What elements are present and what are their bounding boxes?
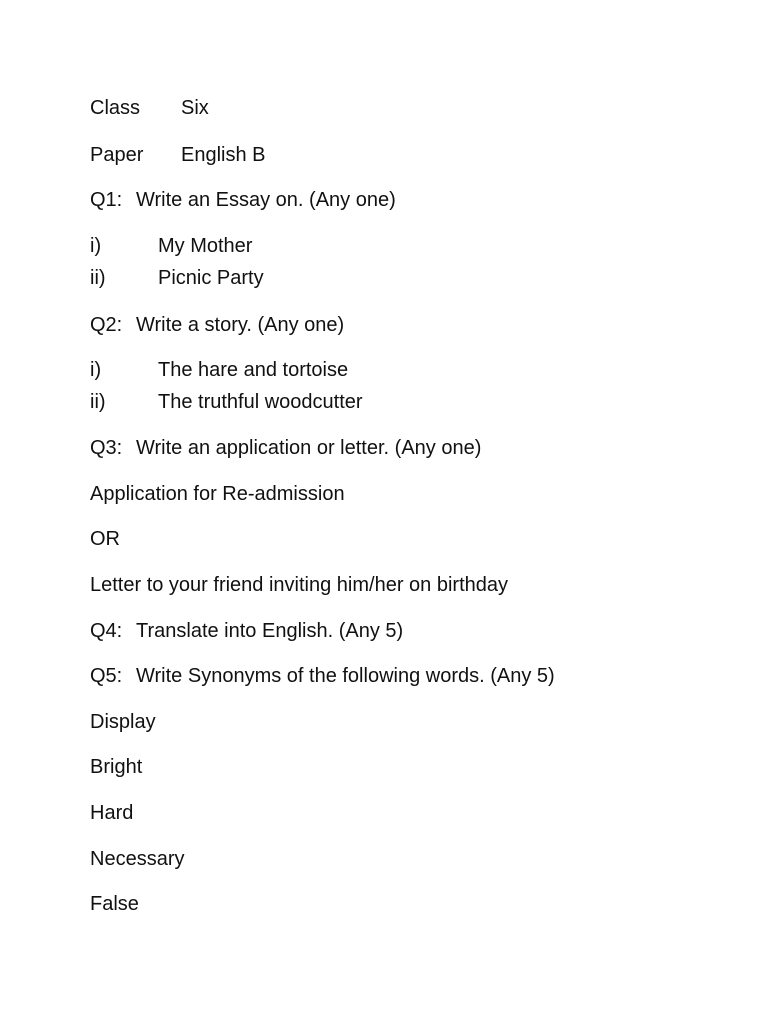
q2-option-1-roman: i) bbox=[90, 359, 102, 381]
q2-option-1-roman-box bbox=[90, 358, 130, 382]
q1-option-1: My Mother bbox=[158, 235, 253, 257]
synonym-word: Hard bbox=[90, 802, 134, 824]
synonym-word: False bbox=[90, 893, 139, 915]
q1-option-2-roman-box bbox=[90, 266, 130, 290]
question-5 bbox=[90, 664, 555, 688]
synonym-word: Necessary bbox=[90, 848, 185, 870]
q2-option-2-roman-box bbox=[90, 390, 130, 414]
question-5-text: Write Synonyms of the following words. (Any 5) bbox=[136, 665, 555, 687]
q1-option-1-roman: i) bbox=[90, 235, 102, 257]
q3-or: OR bbox=[90, 528, 120, 550]
question-2-number: Q2: bbox=[90, 314, 123, 336]
q2-option-2: The truthful woodcutter bbox=[158, 391, 363, 413]
question-1-number: Q1: bbox=[90, 189, 123, 211]
question-2 bbox=[90, 313, 344, 337]
question-3-number: Q3: bbox=[90, 437, 123, 459]
class-value: Six bbox=[181, 97, 209, 119]
question-1-text: Write an Essay on. (Any one) bbox=[136, 189, 396, 211]
q2-option-1: The hare and tortoise bbox=[158, 359, 349, 381]
q1-option-2-roman: ii) bbox=[90, 267, 106, 289]
q2-option-2-roman: ii) bbox=[90, 391, 106, 413]
q3-option-a: Application for Re-admission bbox=[90, 483, 345, 505]
paper-label: Paper bbox=[90, 144, 144, 166]
question-5-number: Q5: bbox=[90, 665, 123, 687]
question-4-text: Translate into English. (Any 5) bbox=[136, 620, 404, 642]
question-3 bbox=[90, 436, 481, 460]
question-2-text: Write a story. (Any one) bbox=[136, 314, 345, 336]
paper-line bbox=[90, 143, 266, 167]
question-4-number: Q4: bbox=[90, 620, 123, 642]
question-3-text: Write an application or letter. (Any one) bbox=[136, 437, 482, 459]
question-1 bbox=[90, 188, 396, 212]
q3-option-b: Letter to your friend inviting him/her on birthday bbox=[90, 574, 508, 596]
class-line bbox=[90, 96, 209, 120]
synonym-word: Bright bbox=[90, 756, 143, 778]
q1-option-2: Picnic Party bbox=[158, 267, 264, 289]
class-label: Class bbox=[90, 97, 141, 119]
synonym-word: Display bbox=[90, 711, 156, 733]
question-4 bbox=[90, 619, 403, 643]
q1-option-1-roman-box bbox=[90, 234, 130, 258]
paper-value: English B bbox=[181, 144, 266, 166]
